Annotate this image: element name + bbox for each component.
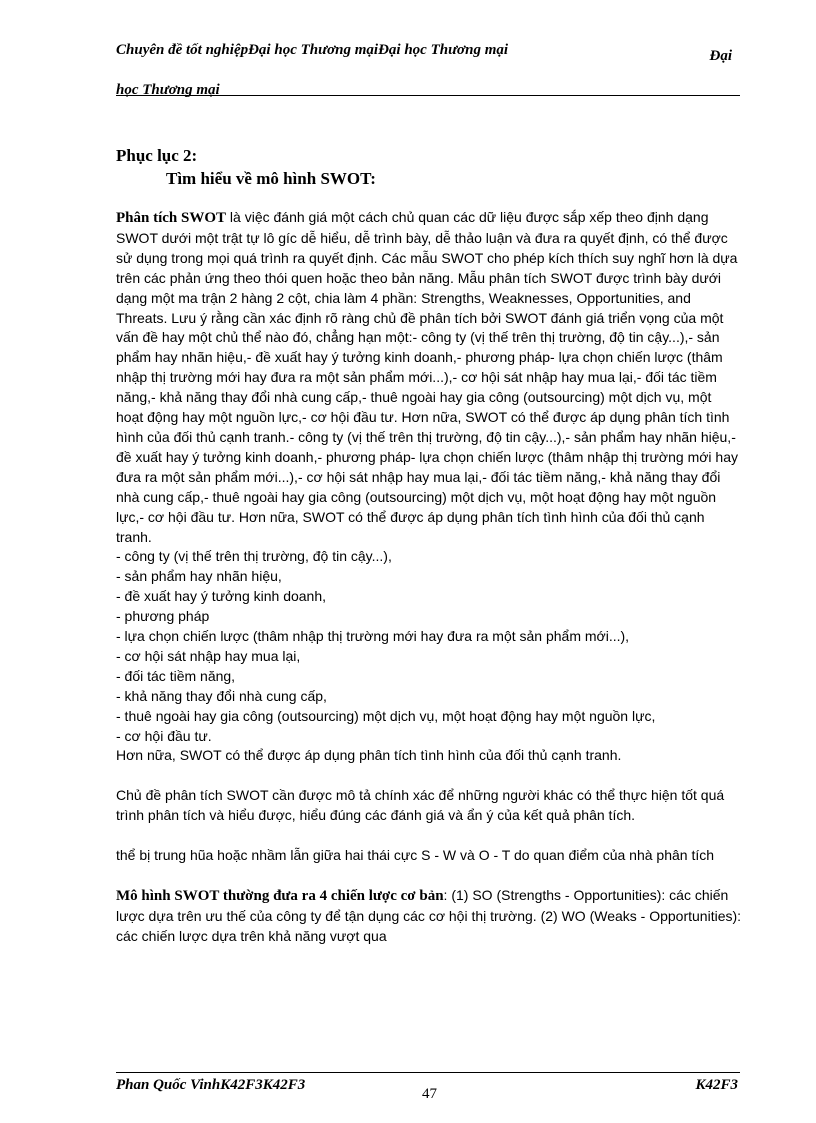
paragraph-subject: Chủ đề phân tích SWOT cần được mô tả chính xác để những người khác có thể thực hiện tốt quá trình phân tích và hiểu được, hiểu đúng các đánh giá và ẩn ý của kết quả phân tích.	[116, 787, 725, 824]
body-text	[116, 208, 742, 946]
list-closing: Hơn nữa, SWOT có thể được áp dụng phân tích tình hình của đối thủ cạnh tranh.	[116, 747, 622, 764]
appendix-title: Phục lục 2:	[116, 146, 198, 165]
footer-class-code: K42F3	[695, 1077, 738, 1093]
footer-author: Phan Quốc VinhK42F3K42F3	[116, 1077, 306, 1093]
page-number: 47	[422, 1086, 437, 1102]
appendix-subtitle: Tìm hiểu về mô hình SWOT:	[166, 169, 376, 188]
list-item: - cơ hội sát nhập hay mua lại,	[116, 647, 301, 664]
paragraph-bias: thể bị trung hũa hoặc nhầm lẫn giữa hai thái cực S - W và O - T do quan điểm của nhà phân tích	[116, 846, 715, 863]
header-right-text: Đại	[709, 48, 732, 64]
list-item: - sản phẩm hay nhãn hiệu,	[116, 568, 282, 585]
header-line-1: Chuyên đề tốt nghiệpĐại học Thương mạiĐại học Thương mại	[116, 42, 509, 58]
paragraph-body: là việc đánh giá một cách chủ quan các dữ liệu được sắp xếp theo định dạng SWOT dưới một trật tự lô gíc dễ hiểu, dễ trình bày, dễ thảo luận và đưa ra quyết định, có thể được sử dụng trong mọi quá trình ra quyết định. Các mẫu SWOT cho phép kích thích suy nghĩ hơn là dựa trên các phản ứng theo thói quen hoặc theo bản năng. Mẫu phân tích SWOT được trình bày dưới dạng một ma trận 2 hàng 2 cột, chia làm 4 phần: Strengths, Weaknesses, Opportunities, and Threats. Lưu ý rằng cần xác định rõ ràng chủ đề phân tích bởi SWOT đánh giá triển vọng của một vấn đề hay một chủ thể nào đó, chẳng hạn một:- công ty (vị thế trên thị trường, độ tin cậy...),- sản phẩm hay nhãn hiệu,- đề xuất hay ý tưởng kinh doanh,- phương pháp- lựa chọn chiến lược (thâm nhập thị trường mới hay đưa ra một sản phẩm mới...),- cơ hội sát nhập hay mua lại,- đối tác tiềm năng,- khả năng thay đổi nhà cung cấp,- thuê ngoài hay gia công (outsourcing) một dịch vụ, một hoạt động hay một nguồn lực,- cơ hội đầu tư. Hơn nữa, SWOT có thể được áp dụng phân tích tình hình của đối thủ cạnh tranh.- công ty (vị thế trên thị trường, độ tin cậy...),- sản phẩm hay nhãn hiệu,- đề xuất hay ý tưởng kinh doanh,- phương pháp- lựa chọn chiến lược (thâm nhập thị trường mới hay đưa ra một sản phẩm mới...),- cơ hội sát nhập hay mua lại,- đối tác tiềm năng,- khả năng thay đổi nhà cung cấp,- thuê ngoài hay gia công (outsourcing) một dịch vụ, một hoạt động hay một nguồn lực,- cơ hội đầu tư. Hơn nữa, SWOT có thể được áp dụng phân tích tình hình của đối thủ cạnh tranh.	[116, 209, 738, 545]
list-item: - lựa chọn chiến lược (thâm nhập thị trường mới hay đưa ra một sản phẩm mới...),	[116, 628, 630, 645]
list-item: - công ty (vị thế trên thị trường, độ tin cậy...),	[116, 548, 392, 565]
footer-divider	[116, 1072, 740, 1073]
subject-list	[116, 547, 742, 746]
header-divider	[116, 95, 740, 96]
list-item: - đối tác tiềm năng,	[116, 667, 236, 684]
paragraph-strategies	[116, 886, 742, 947]
paragraph-body: : (1) SO (Strengths - Opportunities): các chiến lược dựa trên ưu thế của công ty để tận dụng các cơ hội thị trường. (2) WO (Weaks - Opportunities): các chiến lược dựa trên khả năng vượt qua	[116, 886, 742, 944]
list-item: - cơ hội đầu tư.	[116, 727, 212, 744]
list-item: - phương pháp	[116, 608, 210, 625]
paragraph-swot-definition	[116, 208, 742, 547]
running-header	[116, 30, 676, 110]
list-item: - đề xuất hay ý tưởng kinh doanh,	[116, 588, 327, 605]
header-line-2: học Thương mại	[116, 82, 220, 98]
list-item: - thuê ngoài hay gia công (outsourcing) một dịch vụ, một hoạt động hay một nguồn lực,	[116, 707, 656, 724]
list-item: - khả năng thay đổi nhà cung cấp,	[116, 687, 327, 704]
paragraph-lead: Mô hình SWOT thường đưa ra 4 chiến lược cơ bản	[116, 887, 444, 904]
paragraph-lead: Phân tích SWOT	[116, 210, 227, 226]
